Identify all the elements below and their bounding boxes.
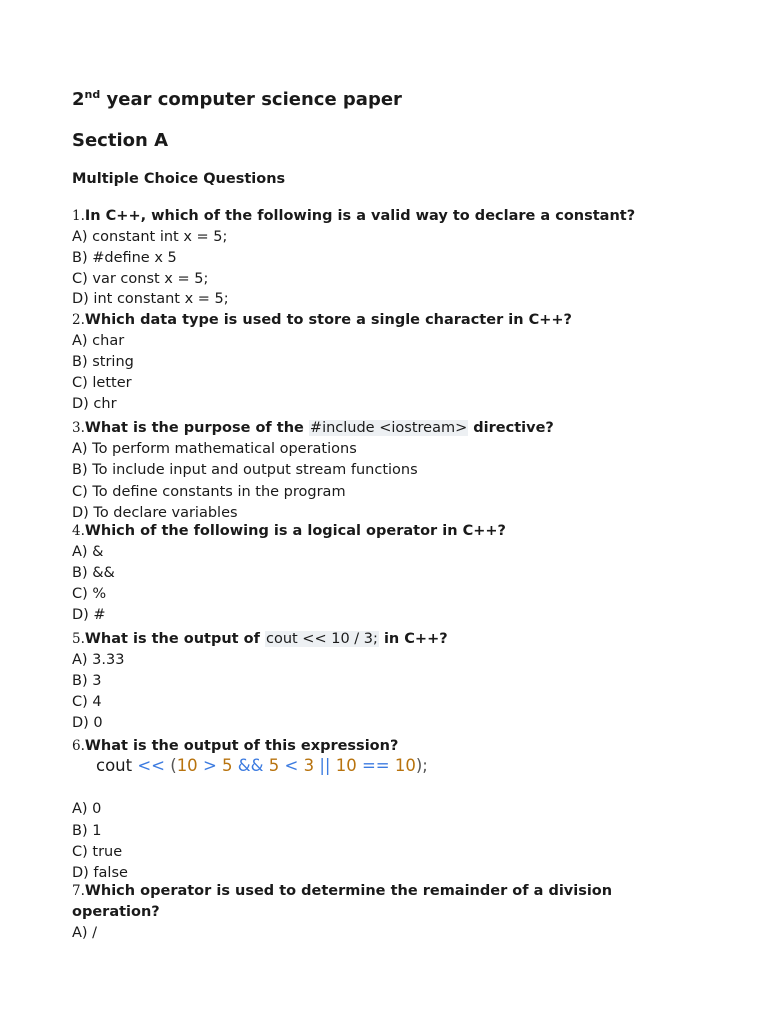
code-token: 10 (394, 756, 416, 775)
question-number: 6. (72, 738, 85, 754)
code-token: == (361, 756, 390, 775)
option: C) true (72, 844, 123, 860)
code-token: ; (422, 756, 428, 775)
question-5 (72, 629, 448, 650)
question-number: 7. (72, 883, 85, 899)
question-4 (72, 521, 506, 542)
page-title (72, 88, 402, 110)
code-expression (96, 756, 428, 775)
option: A) 3.33 (72, 652, 125, 668)
question-text: Which operator is used to determine the remainder of a division operation? (72, 883, 613, 920)
inline-code: cout << 10 / 3; (265, 631, 378, 647)
title-prefix: 2 (72, 89, 85, 110)
question-6 (72, 736, 398, 757)
option: B) #define x 5 (72, 250, 177, 266)
question-1 (72, 206, 635, 227)
question-text: directive? (468, 420, 554, 436)
title-rest: year computer science paper (100, 89, 402, 110)
question-text: Which data type is used to store a single character in C++? (84, 312, 572, 328)
question-number: 5. (72, 631, 85, 647)
code-token: 5 (222, 756, 233, 775)
question-3 (72, 418, 554, 439)
option: A) constant int x = 5; (72, 229, 228, 245)
inline-code: #include <iostream> (309, 420, 468, 436)
option: C) var const x = 5; (72, 271, 209, 287)
question-text: In C++, which of the following is a valid way to declare a constant? (84, 208, 636, 224)
code-token: << (137, 756, 165, 775)
option: B) To include input and output stream functions (72, 462, 418, 478)
option: D) # (72, 607, 106, 623)
option: D) To declare variables (72, 505, 238, 521)
code-token: ) (415, 756, 423, 775)
question-number: 4. (72, 523, 85, 539)
code-token: 3 (303, 756, 315, 775)
title-superscript: nd (84, 88, 101, 101)
code-token: cout (96, 756, 133, 775)
question-text: What is the output of this expression? (84, 738, 399, 754)
question-text: What is the purpose of the (84, 420, 309, 436)
option: A) & (72, 544, 104, 560)
code-token: 10 (176, 756, 198, 775)
option: D) false (72, 865, 128, 881)
option: D) chr (72, 396, 117, 412)
code-token: && (237, 756, 264, 775)
option: A) To perform mathematical operations (72, 441, 357, 457)
code-token: > (202, 756, 217, 775)
section-heading: Section A (72, 130, 168, 151)
question-text: in C++? (378, 631, 448, 647)
option: A) 0 (72, 801, 102, 817)
option: C) letter (72, 375, 132, 391)
option: C) % (72, 586, 107, 602)
option: A) / (72, 925, 98, 941)
subheading: Multiple Choice Questions (72, 171, 286, 187)
code-token: ( (170, 756, 177, 775)
question-2 (72, 310, 572, 331)
question-number: 3. (72, 420, 85, 436)
code-token: 10 (335, 756, 357, 775)
code-token: < (284, 756, 299, 775)
option: C) To define constants in the program (72, 484, 346, 500)
option: D) int constant x = 5; (72, 291, 229, 307)
option: B) && (72, 565, 115, 581)
option: C) 4 (72, 694, 102, 710)
question-text: What is the output of (84, 631, 265, 647)
question-7 (72, 881, 672, 923)
code-token: || (319, 756, 331, 775)
option: A) char (72, 333, 125, 349)
question-number: 2. (72, 312, 85, 328)
question-text: Which of the following is a logical operator in C++? (84, 523, 506, 539)
option: B) 3 (72, 673, 102, 689)
question-number: 1. (72, 208, 85, 224)
code-token: 5 (268, 756, 280, 775)
option: D) 0 (72, 715, 103, 731)
option: B) 1 (72, 823, 102, 839)
option: B) string (72, 354, 134, 370)
